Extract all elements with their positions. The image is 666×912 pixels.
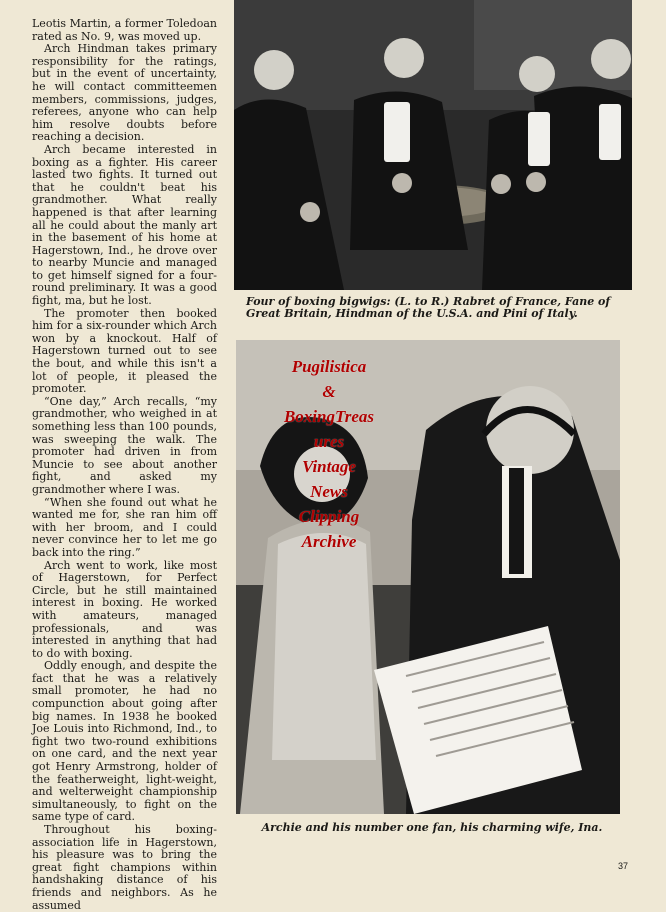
article-paragraph-2: Arch Hindman takes primary responsibility for the ratings, but in the event of uncertainty, he will contact committeemen members, commissions, judges, referees, anyone who can help him resolve doubts before reaching a decision. <box>32 42 217 144</box>
watermark-line-8: Archive <box>301 532 357 551</box>
watermark-line-4: ures <box>313 432 345 451</box>
watermark-line-7: Clipping <box>298 507 360 526</box>
archie-and-wife-photo <box>236 340 620 814</box>
watermark-line-5: Vintage <box>302 457 356 476</box>
article-column <box>32 18 217 912</box>
boxing-bigwigs-photo-drawing <box>234 0 632 290</box>
archie-and-wife-photo-drawing <box>236 340 620 814</box>
watermark-line-3: BoxingTreas <box>283 407 375 426</box>
watermark-line-1: Pugilistica <box>291 357 367 376</box>
article-paragraph-5: “One day,” Arch recalls, “my grandmother, who weighed in at something less than 100 pounds, was sweeping the walk. The promoter had driven in from Muncie to see about another fight, and asked my grandmother where I was. <box>32 394 217 496</box>
article-paragraph-1: Leotis Martin, a former Toledoan rated as No. 9, was moved up. <box>32 17 217 43</box>
boxing-bigwigs-photo <box>234 0 632 290</box>
watermark-line-2: & <box>322 382 336 401</box>
article-paragraph-4: The promoter then booked him for a six-rounder which Arch won by a knockout. Half of Hagerstown turned out to see the bout, and while this isn't a lot of people, it pleased the promoter. <box>32 306 217 396</box>
article-paragraph-6: “When she found out what he wanted me for, she ran him off with her broom, and I could never convince her to let me go back into the ring.” <box>32 495 217 559</box>
page-number: 37 <box>617 861 628 871</box>
top-photo-caption: Four of boxing bigwigs: (L. to R.) Rabret of France, Fane of Great Britain, Hindman of the U.S.A. and Pini of Italy. <box>246 295 611 320</box>
article-paragraph-8: Oddly enough, and despite the fact that he was a relatively small promoter, he had no compunction about going after big names. In 1938 he booked Joe Louis into Richmond, Ind., to fight two two-round exhibitions on one card, and the next year got Henry Armstrong, holder of the featherweight, light-weight, and welterweight championship simultaneously, to fight on the same type of card. <box>32 659 217 824</box>
article-paragraph-3: Arch became interested in boxing as a fighter. His career lasted two fights. It turned out that he couldn't beat his grandmother. What really happened is that after learning all he could about the manly art in the basement of his home at Hagerstown, Ind., he drove over to nearby Muncie and managed to get himself signed for a four-round preliminary. It was a good fight, ma, but he lost. <box>32 142 217 308</box>
article-paragraph-7: Arch went to work, like most of Hagerstown, for Perfect Circle, but he still maintained interest in boxing. He worked with amateurs, managed professionals, and was interested in anything that had to do with boxing. <box>32 558 217 660</box>
watermark-line-6: News <box>310 482 348 501</box>
article-paragraph-9: Throughout his boxing-association life in Hagerstown, his pleasure was to bring the great fight champions within handshaking distance of his friends and neighbors. As he assumed <box>32 823 217 912</box>
bottom-photo-caption: Archie and his number one fan, his charming wife, Ina. <box>261 821 603 834</box>
